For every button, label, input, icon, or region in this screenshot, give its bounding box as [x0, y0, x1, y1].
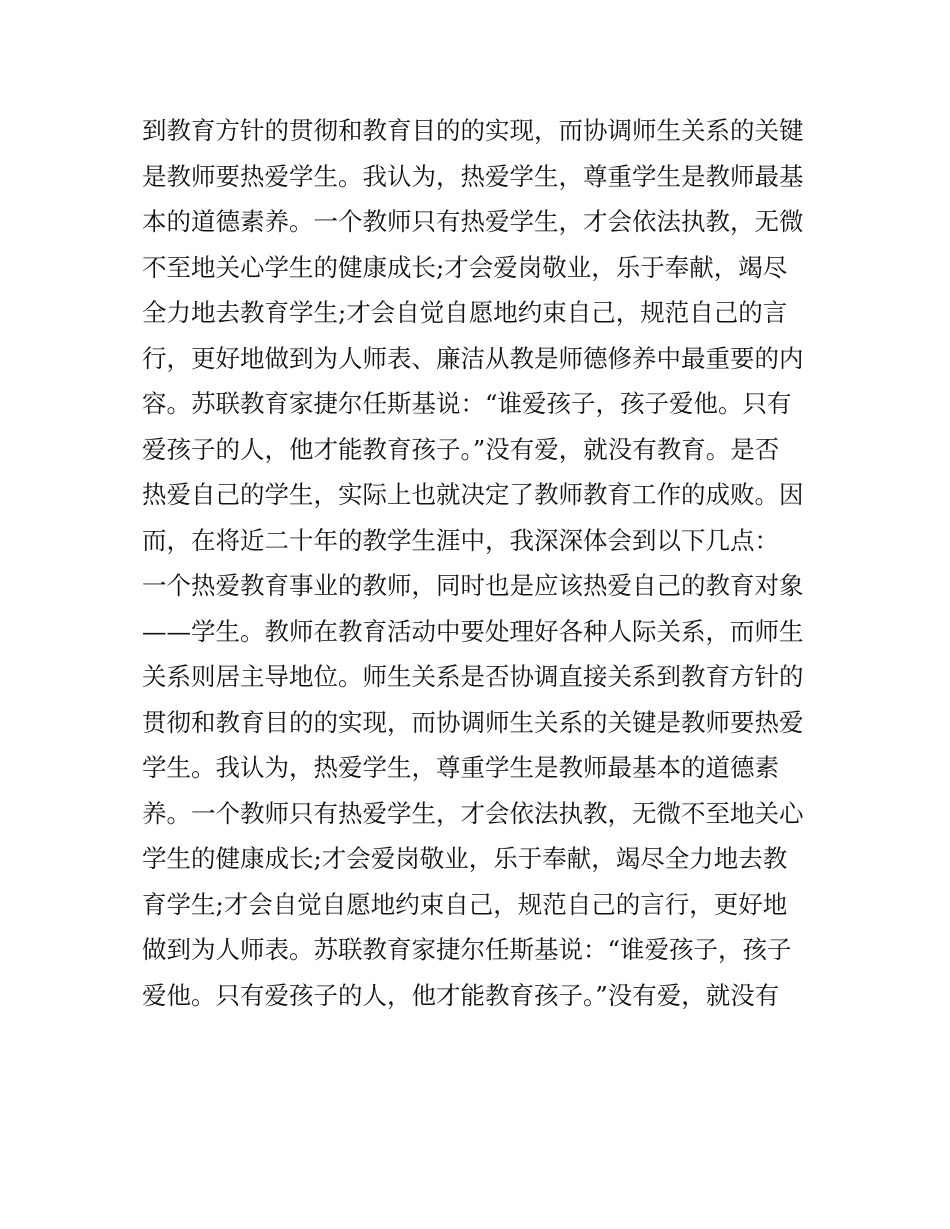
- text-line: 行，更好地做到为人师表、廉洁从教是师德修养中最重要的内: [142, 343, 804, 373]
- text-line: 养。一个教师只有热爱学生，才会依法执教，无微不至地关心: [142, 798, 804, 828]
- text-line: 一个热爱教育事业的教师，同时也是应该热爱自己的教育对象: [142, 571, 804, 600]
- text-line: 学生的健康成长;才会爱岗敬业，乐于奉献，竭尽全力地去教: [142, 844, 788, 873]
- text-line: 做到为人师表。苏联教育家捷尔任斯基说：“谁爱孩子，孩子: [142, 935, 792, 964]
- text-line: 而，在将近二十年的教学生涯中，我深深体会到以下几点：: [142, 525, 779, 555]
- text-line: 是教师要热爱学生。我认为，热爱学生，尊重学生是教师最基: [142, 161, 804, 191]
- text-line: 热爱自己的学生，实际上也就决定了教师教育工作的成败。因: [142, 480, 804, 509]
- text-line: ——学生。教师在教育活动中要处理好各种人际关系，而师生: [142, 616, 804, 646]
- text-line: 爱他。只有爱孩子的人，他才能教育孩子。”没有爱，就没有: [142, 980, 780, 1010]
- text-line: 学生。我认为，热爱学生，尊重学生是教师最基本的道德素: [142, 753, 779, 782]
- text-line: 到教育方针的贯彻和教育目的的实现，而协调师生关系的关键: [142, 116, 804, 145]
- text-line: 不至地关心学生的健康成长;才会爱岗敬业，乐于奉献，竭尽: [142, 252, 788, 282]
- text-line: 全力地去教育学生;才会自觉自愿地约束自己，规范自己的言: [142, 298, 788, 327]
- body-text: [142, 108, 822, 1018]
- text-line: 容。苏联教育家捷尔任斯基说：“谁爱孩子，孩子爱他。只有: [142, 389, 792, 418]
- text-line: 关系则居主导地位。师生关系是否协调直接关系到教育方针的: [142, 662, 804, 691]
- text-line: 育学生;才会自觉自愿地约束自己，规范自己的言行，更好地: [142, 889, 788, 919]
- text-line: 爱孩子的人，他才能教育孩子。”没有爱，就没有教育。是否: [142, 434, 780, 464]
- text-line: 本的道德素养。一个教师只有热爱学生，才会依法执教，无微: [142, 207, 804, 236]
- text-line: 贯彻和教育目的的实现，而协调师生关系的关键是教师要热爱: [142, 707, 804, 737]
